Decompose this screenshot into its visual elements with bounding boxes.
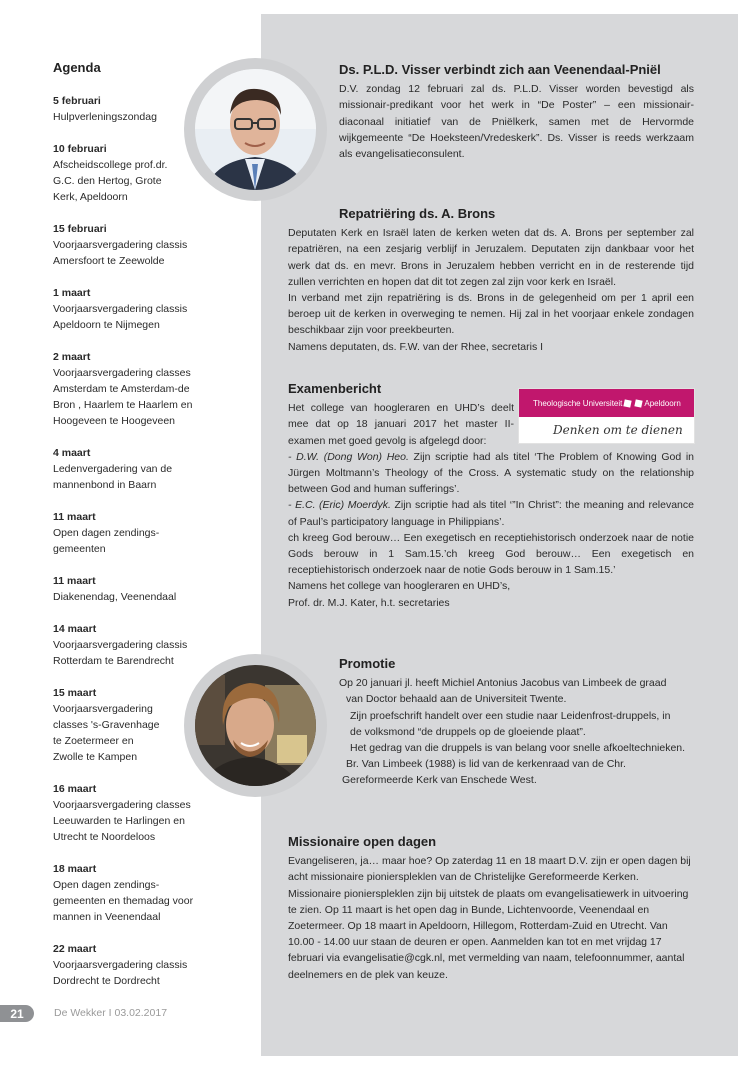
agenda-item-description: Diakenendag, Veenendaal [53, 591, 177, 603]
visser-portrait-photo [195, 69, 316, 190]
agenda-item [53, 861, 253, 925]
article-promotie-line2: van Doctor behaald aan de Universiteit Twente. [346, 693, 567, 706]
article-brons [288, 206, 694, 355]
agenda-item-description: Voorjaarsvergadering classes Amsterdam te Amsterdam-de Bron , Haarlem te Haarlem en Hoogeveen te Hoogeveen [53, 367, 193, 427]
agenda-item-date: 15 maart [53, 687, 97, 699]
agenda-item-date: 15 februari [53, 223, 107, 235]
agenda-item-date: 5 februari [53, 95, 101, 107]
agenda-item-date: 1 maart [53, 287, 91, 299]
article-visser [339, 62, 694, 162]
article-examen-intro: Het college van hoogleraren en UHD’s deelt mee dat op 18 januari 2017 het master II-examen met goed gevolg is afgelegd door: [288, 402, 514, 447]
agenda-item-date: 16 maart [53, 783, 97, 795]
student1-thesis: Zijn scriptie had als titel ‘The Problem of Knowing God in Jürgen Moltmann’s Theology of the Cross. A systematic study on the relationship between God and human sufferings’. [288, 450, 695, 496]
article-promotie-line3: Zijn proefschrift handelt over een studie naar Leidenfrost-druppels, in [350, 709, 671, 722]
article-promotie-line6: Br. Van Limbeek (1988) is lid van de kerkenraad van de Chr. [346, 758, 626, 771]
agenda-item-date: 4 maart [53, 447, 91, 459]
student2-name: - E.C. (Eric) Moerdyk. [288, 499, 391, 512]
limbeek-portrait-photo [195, 665, 316, 786]
agenda-item [53, 285, 253, 333]
agenda-item [53, 349, 253, 429]
article-examen-title: Examenbericht [288, 381, 382, 396]
agenda-title: Agenda [53, 60, 101, 75]
article-missionaire-body: Evangeliseren, ja… maar hoe? Op zaterdag 11 en 18 maart D.V. zijn er open dagen bij acht missionaire pionierspleklen van de Christelijke Gereformeerde Kerken. Missionaire pionierspleklen zijn bij uitstek de plaats om evangelisatiewerk in uitvoering te zien. Op 11 maart is het open dag in Bunde, Lichtenvoorde, Veenendaal en Zoetermeer. Op 18 maart in Apeldoorn, Hillegom, Rotterdam-Zuid en Utrecht. Van 10.00 - 14.00 uur staan de deuren er open. Aanmelden kan tot en met vrijdag 17 februari via evangelisatie@cgk.nl, met vermelding van naam, telefoonnummer, aantal deelnemers en de plek van keuze. [288, 855, 691, 981]
logo-motto: Denken om te dienen [553, 423, 683, 437]
agenda-item-description: Voorjaarsvergadering classis Rotterdam te Barendrecht [53, 639, 188, 667]
article-brons-title: Repatriëring ds. A. Brons [339, 206, 496, 221]
article-promotie-line4: de volksmond “de druppels op de gloeiende plaat”. [350, 725, 586, 738]
agenda-list [53, 93, 253, 989]
article-examen-p4: Namens het college van hoogleraren en UHD’s, [288, 580, 511, 593]
article-promotie-line5: Het gedrag van die druppels is van belang voor snelle afkoeltechnieken. [350, 742, 686, 755]
article-missionaire [288, 834, 694, 983]
agenda-item-description: Hulpverleningszondag [53, 111, 157, 123]
logo-university-name: Theologische Universiteit [533, 398, 623, 408]
agenda-column [53, 60, 253, 1005]
agenda-item-description: Open dagen zendings- gemeenten [53, 527, 160, 555]
agenda-item [53, 573, 253, 605]
article-visser-title: Ds. P.L.D. Visser verbindt zich aan Veenendaal-Pniël [339, 62, 661, 77]
agenda-item-description: Voorjaarsvergadering classes 's-Gravenhage te Zoetermeer en Zwolle te Kampen [53, 703, 160, 763]
article-brons-p1: Deputaten Kerk en Israël laten de kerken weten dat ds. A. Brons per september zal repatriëren, na een zesjarig verblijf in Jeruzalem. Deputaten zijn dankbaar voor het werk dat ds. en mevr. Brons in Jeruzalem hebben verricht en in de resterende tijd zullen verrichten en hopen dat dit tot zegen zal zijn voor kerk en Israël. [288, 227, 694, 288]
page-number-badge: 21 [0, 1005, 34, 1022]
agenda-item [53, 781, 253, 845]
agenda-item-description: Voorjaarsvergadering classis Dordrecht te Dordrecht [53, 959, 188, 987]
article-missionaire-title: Missionaire open dagen [288, 834, 437, 849]
agenda-item-description: Voorjaarsvergadering classes Leeuwarden te Harlingen en Utrecht te Noordeloos [53, 799, 191, 843]
agenda-item-date: 11 maart [53, 575, 96, 587]
agenda-item-description: Open dagen zendings- gemeenten en themadag voor mannen in Veenendaal [53, 879, 194, 923]
agenda-item [53, 445, 253, 493]
agenda-item [53, 509, 253, 557]
student2-thesis: Zijn scriptie had als titel ‘”In Christ”: the meaning and relevance of Paul’s participatory language in Philippians’. [288, 499, 694, 528]
article-promotie-line7: Gereformeerde Kerk van Enschede West. [342, 774, 537, 787]
agenda-item-date: 11 maart [53, 511, 96, 523]
agenda-item-description: Afscheidscollege prof.dr. G.C. den Hertog, Grote Kerk, Apeldoorn [53, 159, 168, 203]
agenda-item-description: Ledenvergadering van de mannenbond in Baarn [53, 463, 173, 491]
article-examen-p5: Prof. dr. M.J. Kater, h.t. secretaries [288, 596, 450, 609]
footer-publication: De Wekker I 03.02.2017 [54, 1007, 168, 1019]
article-examen [288, 381, 694, 611]
agenda-item-description: Voorjaarsvergadering classis Apeldoorn te Nijmegen [53, 303, 188, 331]
article-brons-p3: Namens deputaten, ds. F.W. van der Rhee, secretaris I [288, 340, 544, 353]
article-promotie-title: Promotie [339, 656, 396, 671]
article-brons-p2: In verband met zijn repatriëring is ds. Brons in de gelegenheid om per 1 april een beroep uit de kerken in overweging te nemen. Hij zal in het voorjaar enkele zondagen beschikbaar zijn voor preekbeurten. [288, 292, 694, 337]
article-examen-p3: ch kreeg God berouw… Een exegetisch en receptiehistorisch onderzoek naar de notie Gods berouw in 1 Sam.15.’ch kreeg God berouw… Een exegetisch en receptiehistorisch onderzoek naar de notie Gods berouw in 1 Sam.15.’ [288, 531, 694, 577]
agenda-item-date: 14 maart [53, 623, 97, 635]
agenda-item-date: 10 februari [53, 143, 107, 155]
agenda-item-description: Voorjaarsvergadering classis Amersfoort te Zeewolde [53, 239, 188, 267]
agenda-item-date: 22 maart [53, 943, 97, 955]
logo-city: Apeldoorn [644, 398, 681, 408]
article-examen-student1 [288, 449, 694, 498]
agenda-item-date: 2 maart [53, 351, 91, 363]
agenda-item-date: 18 maart [53, 863, 97, 875]
agenda-item [53, 221, 253, 269]
article-promotie-line1: Op 20 januari jl. heeft Michiel Antonius Jacobus van Limbeek de graad [339, 677, 667, 690]
student1-name: - D.W. (Dong Won) Heo. [288, 450, 409, 463]
article-visser-body: D.V. zondag 12 februari zal ds. P.L.D. Visser worden bevestigd als missionair-predikant voor het werk in “De Poster” – een missionair-diaconaal initiatief van de Pniëlkerk, samen met de Hervormde wijkgemeente “De Hoeksteen/Vredeskerk”. Ds. Visser is reeds werkzaam als evangelisatieconsulent. [339, 83, 694, 161]
article-examen-student2 [288, 497, 694, 529]
agenda-item [53, 941, 253, 989]
article-promotie [339, 656, 694, 789]
